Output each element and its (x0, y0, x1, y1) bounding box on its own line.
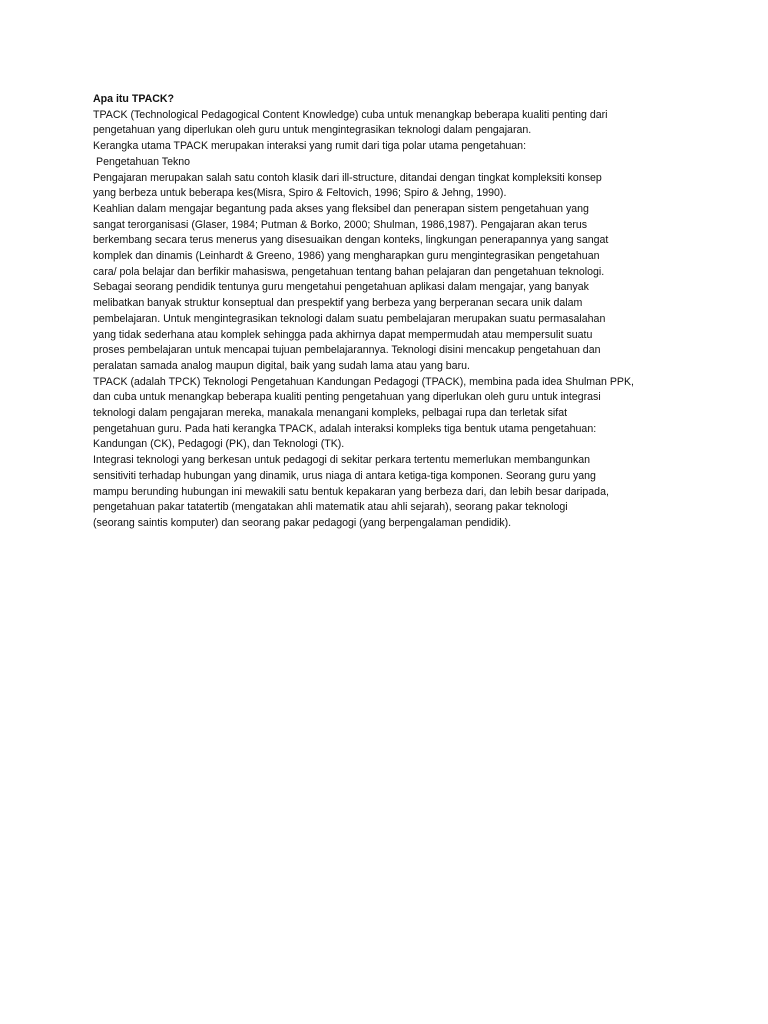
body-line: yang tidak sederhana atau komplek sehingga pada akhirnya dapat mempermudah atau mempersulit suatu (93, 328, 593, 341)
body-line: mampu berunding hubungan ini mewakili satu bentuk kepakaran yang berbeza dari, dan lebih besar daripada, (93, 485, 609, 498)
document-title: Apa itu TPACK? (93, 93, 175, 105)
body-line: (seorang saintis komputer) dan seorang pakar pedagogi (yang berpengalaman pendidik). (93, 516, 512, 529)
body-line: pengetahuan pakar tatatertib (mengatakan ahli matematik atau ahli sejarah), seorang pakar teknologi (93, 501, 568, 514)
body-line: pembelajaran. Untuk mengintegrasikan teknologi dalam suatu pembelajaran merupakan suatu permasalahan (93, 312, 606, 325)
body-line: Pengajaran merupakan salah satu contoh klasik dari ill-structure, ditandai dengan tingkat kompleksiti konsep (93, 171, 602, 184)
body-line: Kandungan (CK), Pedagogi (PK), dan Teknologi (TK). (93, 438, 345, 451)
document-page (93, 92, 673, 532)
body-line: peralatan samada analog maupun digital, baik yang sudah lama atau yang baru. (93, 359, 470, 372)
body-line: teknologi dalam pengajaran mereka, manakala menangani kompleks, pelbagai rupa dan terletak sifat (93, 407, 568, 420)
body-line: TPACK (adalah TPCK) Teknologi Pengetahuan Kandungan Pedagogi (TPACK), membina pada idea Shulman PPK, (93, 375, 635, 388)
body-line: cara/ pola belajar dan berfikir mahasiswa, pengetahuan tentang bahan pelajaran dan pengetahuan teknologi. (93, 265, 605, 278)
body-line: Integrasi teknologi yang berkesan untuk pedagogi di sekitar perkara tertentu memerlukan membangunkan (93, 454, 591, 467)
body-line: berkembang secara terus menerus yang disesuaikan dengan konteks, lingkungan penerapannya yang sangat (93, 234, 609, 247)
body-line: proses pembelajaran untuk mencapai tujuan pembelajarannya. Teknologi disini mencakup pengetahuan dan (93, 344, 601, 357)
body-line: Kerangka utama TPACK merupakan interaksi yang rumit dari tiga polar utama pengetahuan: (93, 140, 527, 153)
body-line: sangat terorganisasi (Glaser, 1984; Putman & Borko, 2000; Shulman, 1986,1987). Pengajaran akan terus (93, 218, 588, 231)
body-line: komplek dan dinamis (Leinhardt & Greeno, 1986) yang mengharapkan guru mengintegrasikan pengetahuan (93, 250, 600, 263)
body-line: Keahlian dalam mengajar begantung pada akses yang fleksibel dan penerapan sistem pengetahuan yang (93, 202, 589, 215)
body-line: yang berbeza untuk beberapa kes(Misra, Spiro & Feltovich, 1996; Spiro & Jehng, 1990). (93, 187, 507, 200)
body-subheading: Pengetahuan Tekno (96, 155, 191, 168)
body-line: melibatkan banyak struktur konseptual dan prespektif yang berbeza yang berperanan secara unik dalam (93, 297, 583, 310)
body-line: sensitiviti terhadap hubungan yang dinamik, urus niaga di antara ketiga-tiga komponen. Seorang guru yang (93, 469, 596, 482)
body-line: pengetahuan yang diperlukan oleh guru untuk mengintegrasikan teknologi dalam pengajaran. (93, 124, 532, 137)
document-body (93, 108, 673, 532)
body-line: dan cuba untuk menangkap beberapa kualiti penting pengetahuan yang diperlukan oleh guru untuk integrasi (93, 391, 601, 404)
body-line: Sebagai seorang pendidik tentunya guru mengetahui pengetahuan aplikasi dalam mengajar, yang banyak (93, 281, 589, 294)
body-line: pengetahuan guru. Pada hati kerangka TPACK, adalah interaksi kompleks tiga bentuk utama pengetahuan: (93, 422, 597, 435)
body-line: TPACK (Technological Pedagogical Content Knowledge) cuba untuk menangkap beberapa kualiti penting dari (93, 108, 608, 121)
